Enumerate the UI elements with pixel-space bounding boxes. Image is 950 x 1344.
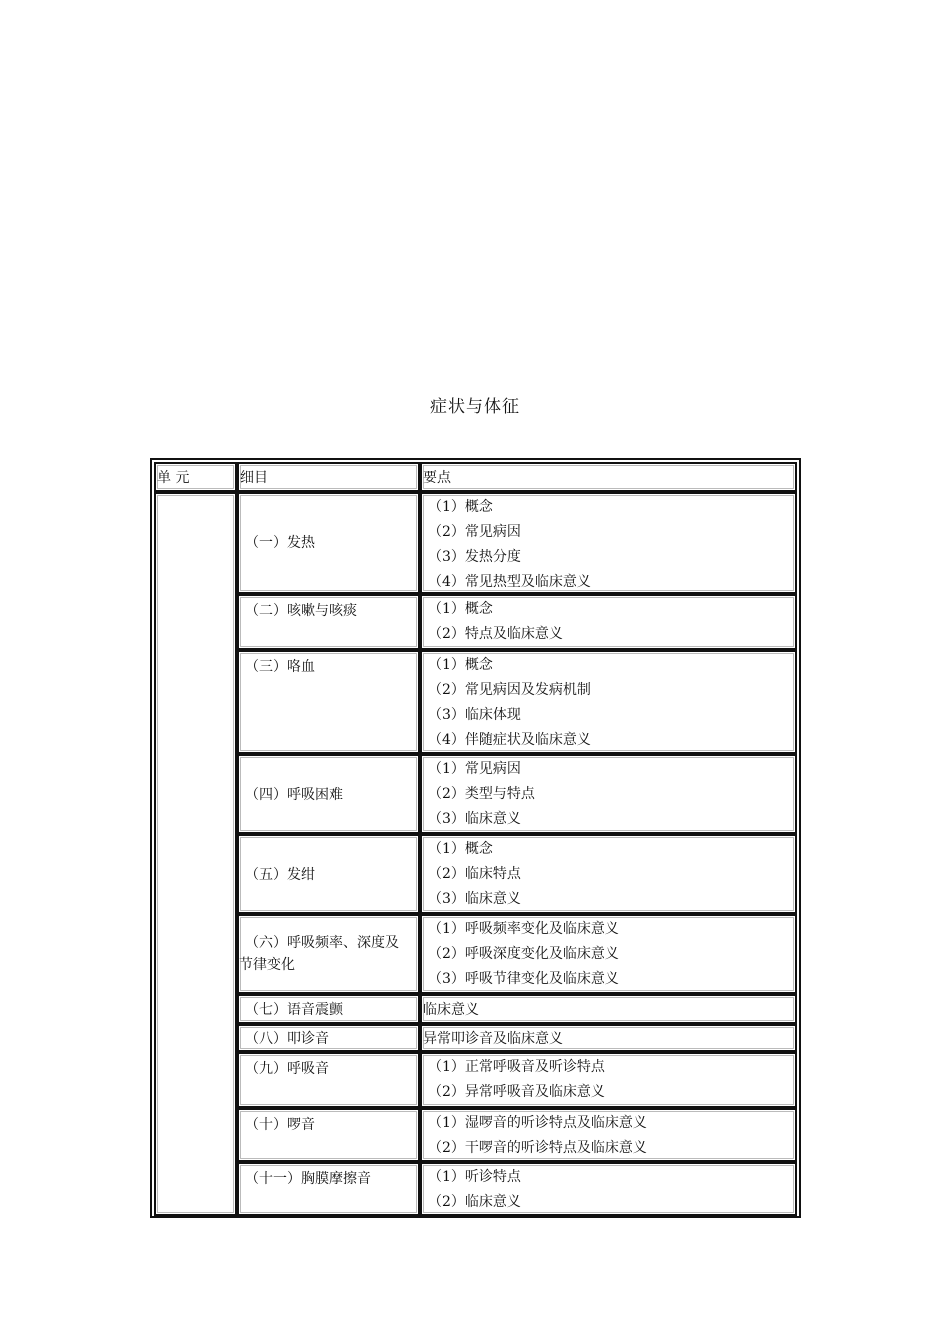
point-item: （3）临床意义 xyxy=(428,891,521,907)
point-item: （2）异常呼吸音及临床意义 xyxy=(428,1084,605,1100)
points-cell xyxy=(420,754,797,834)
page-title: 症状与体征 xyxy=(430,397,520,417)
item-cell xyxy=(237,994,420,1024)
item-cell xyxy=(237,834,420,914)
item-cell xyxy=(237,1108,420,1162)
points-cell xyxy=(420,1024,797,1052)
point-item: （1）概念 xyxy=(428,499,493,515)
points-cell xyxy=(420,1052,797,1108)
point-item: （3）发热分度 xyxy=(428,549,521,565)
point-item: （2）呼吸深度变化及临床意义 xyxy=(428,946,619,962)
item-cell xyxy=(237,1162,420,1216)
item-cell xyxy=(237,650,420,754)
point-item: （1）概念 xyxy=(428,841,493,857)
point-item: （4）伴随症状及临床意义 xyxy=(428,732,591,748)
header-item: 细目 xyxy=(240,470,268,486)
unit-cell xyxy=(154,492,237,1216)
header-unit: 单 元 xyxy=(157,470,190,486)
item-label: （五）发绀 xyxy=(245,867,315,883)
point-item: （2）临床意义 xyxy=(428,1194,521,1210)
point-item: （2）类型与特点 xyxy=(428,786,535,802)
header-unit-cell xyxy=(154,462,237,492)
item-label: （二）咳嗽与咳痰 xyxy=(245,603,357,619)
point-item: （1）呼吸频率变化及临床意义 xyxy=(428,921,619,937)
item-cell xyxy=(237,492,420,594)
points-cell xyxy=(420,650,797,754)
points-cell xyxy=(420,1162,797,1216)
item-label: （三）咯血 xyxy=(245,659,315,675)
item-label: （六）呼吸频率、深度及节律变化 xyxy=(239,935,399,973)
item-label: （七）语音震颤 xyxy=(245,1002,343,1018)
header-item-cell xyxy=(237,462,420,492)
point-item: （1）湿啰音的听诊特点及临床意义 xyxy=(428,1115,647,1131)
item-cell xyxy=(237,914,420,994)
point-item: 临床意义 xyxy=(423,1002,479,1018)
point-item: （1）概念 xyxy=(428,601,493,617)
point-item: （4）常见热型及临床意义 xyxy=(428,574,591,590)
points-cell xyxy=(420,492,797,594)
item-cell xyxy=(237,1024,420,1052)
item-label: （十）啰音 xyxy=(245,1117,315,1133)
point-item: （2）临床特点 xyxy=(428,866,521,882)
item-label: （八）叩诊音 xyxy=(245,1031,329,1047)
item-label: （九）呼吸音 xyxy=(245,1061,329,1077)
points-cell xyxy=(420,834,797,914)
header-points-cell xyxy=(420,462,797,492)
point-item: （2）干啰音的听诊特点及临床意义 xyxy=(428,1140,647,1156)
point-item: （1）听诊特点 xyxy=(428,1169,521,1185)
point-item: （3）呼吸节律变化及临床意义 xyxy=(428,971,619,987)
point-item: （2）常见病因 xyxy=(428,524,521,540)
point-item: 异常叩诊音及临床意义 xyxy=(423,1031,563,1047)
item-label: （一）发热 xyxy=(245,535,315,551)
point-item: （1）正常呼吸音及听诊特点 xyxy=(428,1059,605,1075)
points-cell xyxy=(420,994,797,1024)
point-item: （1）概念 xyxy=(428,657,493,673)
point-item: （1）常见病因 xyxy=(428,761,521,777)
item-cell xyxy=(237,1052,420,1108)
point-item: （2）特点及临床意义 xyxy=(428,626,563,642)
points-cell xyxy=(420,594,797,650)
item-cell xyxy=(237,754,420,834)
outline-table xyxy=(150,458,801,1218)
item-label: （四）呼吸困难 xyxy=(245,787,343,803)
point-item: （2）常见病因及发病机制 xyxy=(428,682,591,698)
points-cell xyxy=(420,1108,797,1162)
item-cell xyxy=(237,594,420,650)
points-cell xyxy=(420,914,797,994)
point-item: （3）临床意义 xyxy=(428,811,521,827)
header-points: 要点 xyxy=(423,470,451,486)
item-label: （十一）胸膜摩擦音 xyxy=(245,1171,371,1187)
point-item: （3）临床体现 xyxy=(428,707,521,723)
